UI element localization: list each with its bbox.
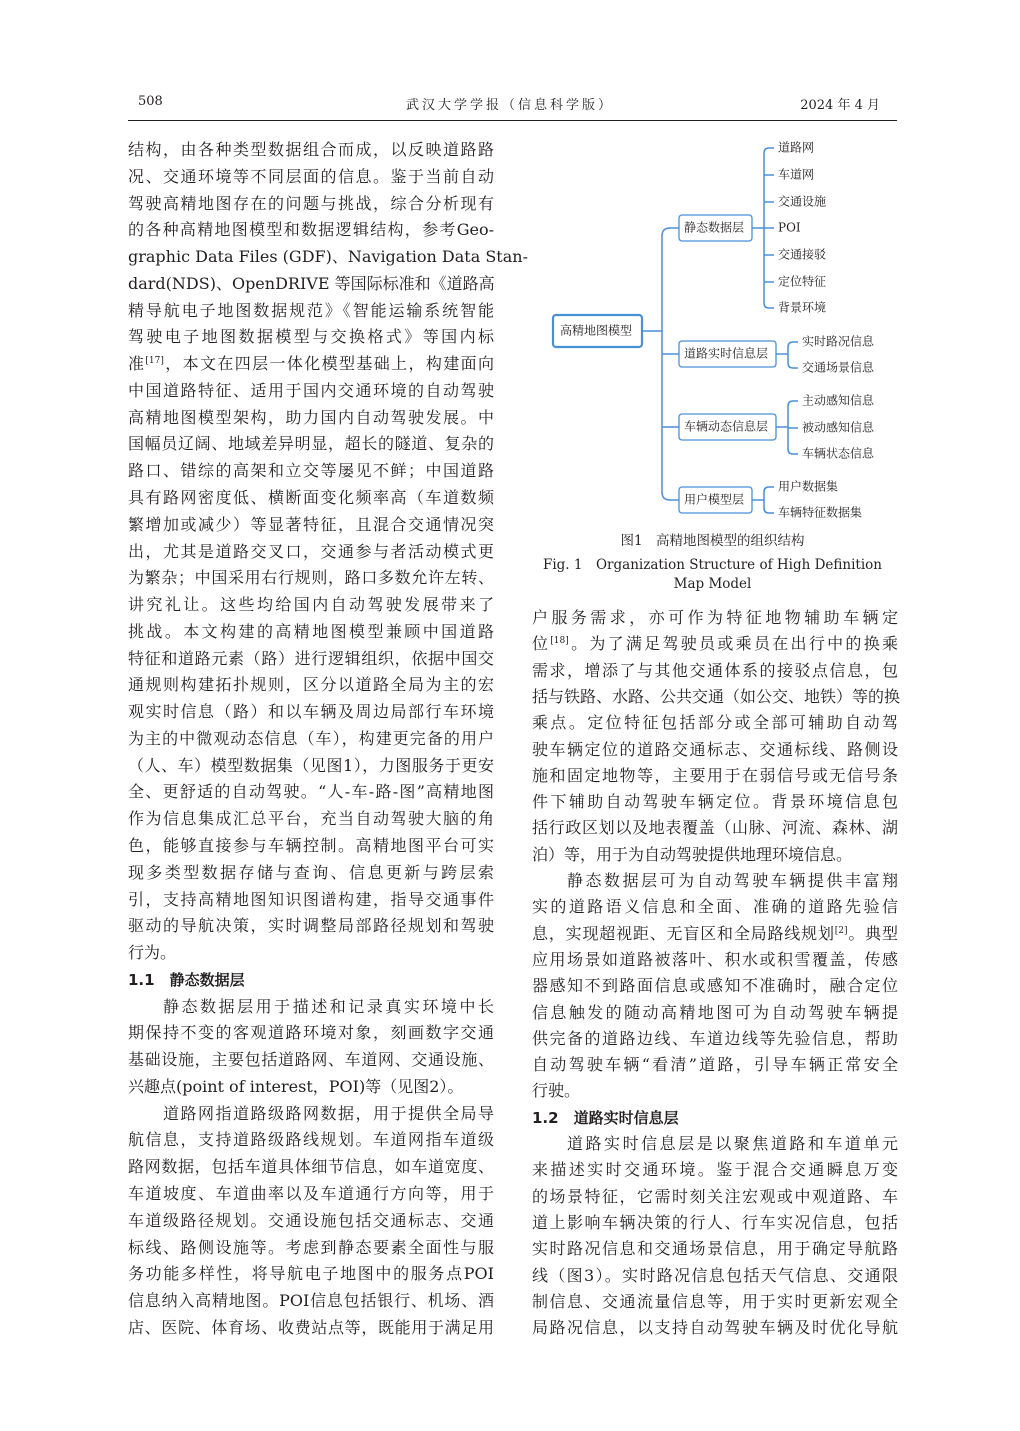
leaf-node-label: 背景环境: [778, 300, 827, 315]
text-line: dard(NDS)、OpenDRIVE 等国际标准和《道路高: [128, 273, 495, 293]
text-line: 件下辅助自动驾驶车辆定位。背景环境信息包: [532, 792, 898, 812]
text-line: 基础设施，主要包括道路网、车道网、交通设施、: [128, 1050, 494, 1070]
text-line: 全、更舒适的自动驾驶。“人-车-路-图”高精地图: [128, 782, 494, 802]
text-line: 驱动的导航决策，实时调整局部路径规划和驾驶: [128, 916, 494, 936]
text-segment: 位: [532, 634, 551, 654]
connector: [662, 354, 679, 427]
text-line: 需求，增添了与其他交通体系的接驳点信息，包: [532, 660, 898, 680]
text-line: 的各种高精地图模型和数据逻辑结构，参考Geo-: [128, 220, 494, 240]
text-line: 器感知不到路面信息或感知不准确时，融合定位: [532, 976, 898, 996]
text-line: 施和固定地物等，主要用于在弱信号或无信号条: [532, 765, 898, 785]
text-line: [532, 923, 898, 945]
text-line: 道路网指道路级路网数据，用于提供全局导: [163, 1103, 494, 1123]
text-segment: 。典型: [847, 923, 898, 943]
leaf-node-label: 主动感知信息: [802, 393, 875, 408]
leaf-node-label: 车辆特征数据集: [778, 505, 863, 520]
text-line: 中国道路特征、适用于国内交通环境的自动驾驶: [128, 380, 494, 400]
text-line: 航信息，支持道路级路线规划。车道网指车道级: [128, 1130, 494, 1150]
figure-1-diagram: [0, 0, 1020, 530]
text-line: 局路况信息，以支持自动驾驶车辆及时优化导航: [532, 1318, 898, 1338]
text-line: 精导航电子地图数据规范》《智能运输系统智能: [128, 300, 494, 320]
text-segment: 息，实现超视距、无盲区和全局路线规划: [532, 923, 835, 943]
text-segment: 。为了满足驾驶员或乘员在出行中的换乘: [568, 634, 898, 654]
layer-node-label: 车辆动态信息层: [684, 419, 769, 434]
text-line: 观实时信息（路）和以车辆及周边局部行车环境: [128, 702, 494, 722]
leaf-node-label: 交通设施: [778, 194, 827, 209]
text-line: 路网数据，包括车道具体细节信息，如车道宽度、: [128, 1157, 494, 1177]
text-line: 车道级路径规划。交通设施包括交通标志、交通: [128, 1210, 494, 1230]
leaf-node-label: POI: [778, 220, 801, 235]
text-line: 高精地图模型架构，助力国内自动驾驶发展。中: [128, 407, 494, 427]
text-line: 色，能够直接参与车辆控制。高精地图平台可实: [128, 836, 494, 856]
root-node-label: 高精地图模型: [560, 323, 633, 338]
text-line: 驾驶高精地图存在的问题与挑战，综合分析现有: [128, 193, 494, 213]
text-line: 行为。: [128, 943, 177, 963]
text-line: 驶车辆定位的道路交通标志、交通标线、路侧设: [532, 739, 898, 759]
text-line: 为繁杂；中国采用右行规则，路口多数允许左转、: [128, 568, 494, 588]
issue-date: 2024 年 4 月: [800, 98, 880, 113]
text-line: 引，支持高精地图知识图谱构建，指导交通事件: [128, 889, 494, 909]
leaf-node-label: 实时路况信息: [802, 334, 875, 349]
text-line: 括行政区划以及地表覆盖（山脉、河流、森林、湖: [532, 818, 898, 838]
layer-node-label: 道路实时信息层: [684, 346, 769, 361]
text-line: 结构，由各种类型数据组合而成，以反映道路路: [128, 140, 494, 159]
text-segment: ，本文在四层一体化模型基础上，构建面向: [163, 354, 494, 374]
text-line: 繁增加或减少）等显著特征，且混合交通情况突: [128, 514, 494, 534]
text-line: （人、车）模型数据集（见图1），力图服务于更安: [128, 755, 494, 775]
figure-caption-en: Fig. 1 Organization Structure of High Definition: [542, 557, 882, 573]
text-line: 具有路网密度低、横断面变化频率高（车道数频: [128, 488, 494, 507]
text-line: 来描述实时交通环境。鉴于混合交通瞬息万变: [532, 1160, 898, 1180]
text-line: 作为信息集成汇总平台，充当自动驾驶大脑的角: [128, 809, 494, 829]
text-line: 路口、错综的高架和立交等屡见不鲜；中国道路: [128, 461, 494, 481]
leaf-node-label: 用户数据集: [778, 479, 839, 494]
section-heading: 1.2 道路实时信息层: [532, 1108, 679, 1127]
text-line: 静态数据层用于描述和记录真实环境中长: [163, 996, 494, 1016]
figure-caption-en-cont: Map Model: [673, 576, 752, 592]
layer-node-label: 静态数据层: [684, 220, 745, 235]
text-line: 的场景特征，它需时刻关注宏观或中观道路、车: [532, 1186, 898, 1206]
citation: [2]: [834, 925, 848, 936]
leaf-node-label: 车道网: [778, 167, 815, 182]
text-line: 标线、路侧设施等。考虑到静态要素全面性与服: [128, 1237, 494, 1257]
text-line: 括与铁路、水路、公共交通（如公交、地铁）等的换: [532, 686, 901, 706]
leaf-node-label: 交通场景信息: [802, 360, 875, 375]
text-line: 户服务需求，亦可作为特征地物辅助车辆定: [532, 608, 898, 627]
text-line: 驾驶电子地图数据模型与交换格式》等国内标: [128, 327, 494, 347]
text-line: 务功能多样性，将导航电子地图中的服务点POI: [128, 1264, 494, 1284]
text-line: 信息触发的随动高精地图可为自动驾驶车辆提: [532, 1002, 898, 1022]
text-line: 通规则构建拓扑规则，区分以道路全局为主的宏: [128, 675, 494, 695]
text-line: 应用场景如道路被落叶、积水或积雪覆盖，传感: [532, 949, 898, 969]
text-line: 道路实时信息层是以聚焦道路和车道单元: [567, 1134, 898, 1153]
bracket-connector: [788, 342, 798, 368]
text-line: graphic Data Files (GDF)、Navigation Data Stan-: [128, 247, 528, 267]
text-line: 特征和道路元素（路）进行逻辑组织，依据中国交: [128, 648, 494, 668]
text-line: 静态数据层可为自动驾驶车辆提供丰富翔: [567, 871, 898, 890]
text-line: 乘点。定位特征包括部分或全部可辅助自动驾: [532, 713, 898, 733]
text-line: 讲究礼让。这些均给国内自动驾驶发展带来了: [128, 595, 494, 615]
text-line: 实的道路语义信息和全面、准确的道路先验信: [532, 897, 898, 917]
text-line: 线（图3）。实时路况信息包括天气信息、交通限: [532, 1265, 898, 1285]
leaf-node-label: 定位特征: [778, 274, 827, 289]
citation: [17]: [145, 356, 164, 367]
text-segment: 准: [128, 354, 146, 374]
text-line: 出，尤其是道路交叉口，交通参与者活动模式更: [128, 541, 494, 561]
text-line: 车道坡度、车道曲率以及车道通行方向等，用于: [128, 1184, 494, 1204]
text-line: 供完备的道路边线、车道边线等先验信息，帮助: [532, 1028, 898, 1048]
text-line: 店、医院、体育场、收费站点等，既能用于满足用: [128, 1317, 494, 1337]
text-line: 现多类型数据存储与查询、信息更新与跨层索: [128, 862, 494, 882]
leaf-node-label: 被动感知信息: [802, 420, 875, 435]
text-line: 为主的中微观动态信息（车），构建更完备的用户: [128, 728, 494, 748]
page-number: 508: [138, 94, 163, 109]
text-line: 实时路况信息和交通场景信息，用于确定导航路: [532, 1239, 898, 1259]
text-line: 行驶。: [532, 1081, 581, 1101]
text-line: 况、交通环境等不同层面的信息。鉴于当前自动: [128, 166, 494, 186]
bracket-connector: [764, 487, 774, 513]
section-heading: 1.1 静态数据层: [128, 970, 245, 989]
text-line: 制信息、交通流量信息等，用于实时更新宏观全: [532, 1291, 898, 1311]
text-line: 挑战。本文构建的高精地图模型兼顾中国道路: [128, 621, 494, 641]
leaf-node-label: 道路网: [778, 140, 815, 155]
citation: [18]: [550, 636, 569, 647]
leaf-node-label: 车辆状态信息: [802, 446, 875, 461]
text-line: 信息纳入高精地图。POI信息包括银行、机场、酒: [128, 1291, 494, 1311]
text-line: 道上影响车辆决策的行人、行车实况信息，包括: [532, 1212, 898, 1232]
text-line: 兴趣点(point of interest，POI)等（见图2）。: [128, 1076, 464, 1096]
journal-title: 武汉大学学报（信息科学版）: [405, 98, 614, 113]
text-line: [532, 633, 898, 655]
leaf-node-label: 交通接驳: [778, 247, 827, 262]
text-line: 国幅员辽阔、地域差异明显，超长的隧道、复杂的: [128, 434, 494, 454]
text-line: 自动驾驶车辆“看清”道路，引导车辆正常安全: [532, 1055, 898, 1075]
trunk-connector: [662, 228, 679, 500]
text-line: 泊）等，用于为自动驾驶提供地理环境信息。: [532, 844, 853, 864]
text-line: 期保持不变的客观道路环境对象，刻画数字交通: [128, 1023, 494, 1043]
figure-caption-cn: 图1 高精地图模型的组织结构: [620, 533, 805, 549]
layer-node-label: 用户模型层: [684, 492, 745, 507]
